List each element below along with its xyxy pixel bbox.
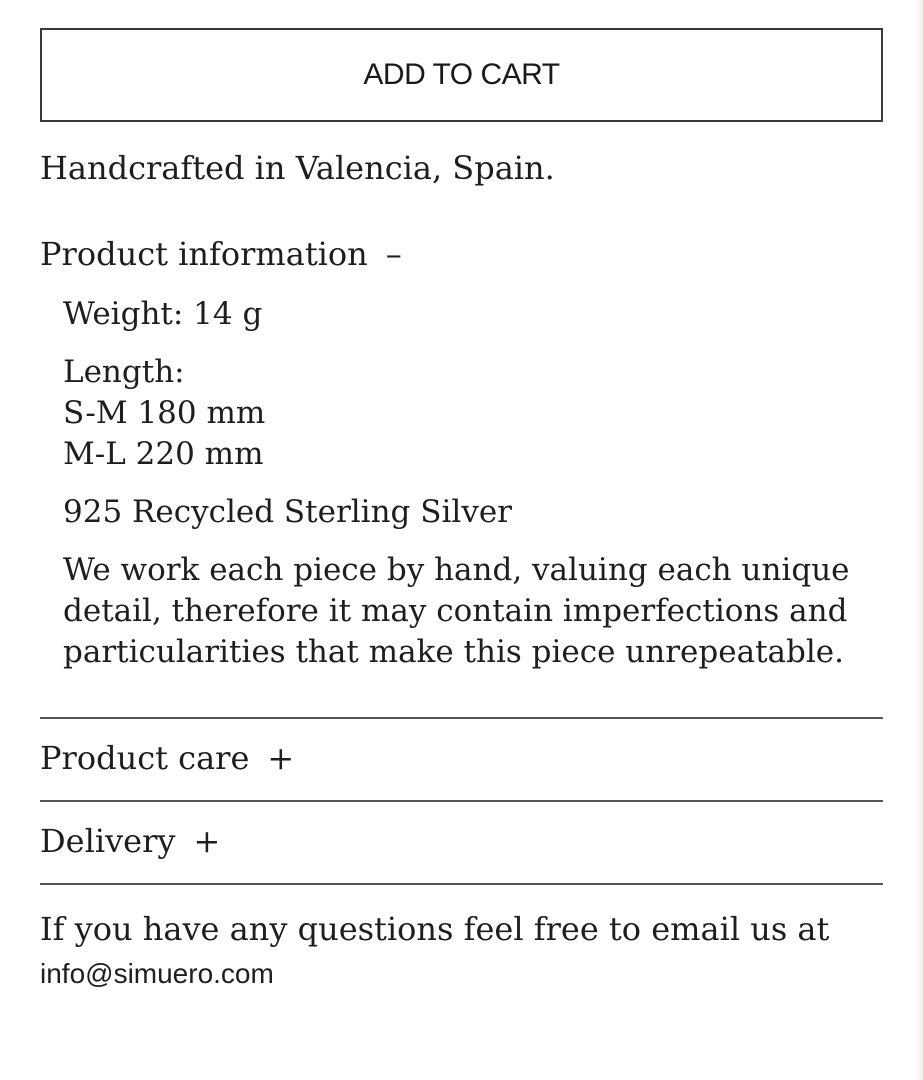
product-care-title: Product care (40, 739, 250, 777)
description-text: We work each piece by hand, valuing each unique detail, therefore it may contain imperfections and particularities that make this piece unrepeatable. (63, 552, 850, 670)
product-care-toggle[interactable] (40, 719, 883, 800)
add-to-cart-button[interactable] (40, 28, 883, 122)
length-label: Length: (63, 354, 185, 390)
expand-icon: + (267, 739, 295, 777)
expand-icon: + (193, 822, 221, 860)
product-origin-text: Handcrafted in Valencia, Spain. (40, 149, 555, 187)
product-details-section (40, 28, 883, 991)
add-to-cart-label: ADD TO CART (363, 58, 560, 91)
product-information-title: Product information (40, 235, 368, 273)
page-edge-shadow (915, 0, 923, 1080)
material-text: 925 Recycled Sterling Silver (63, 494, 513, 530)
product-information-toggle[interactable] (40, 234, 883, 274)
delivery-toggle[interactable] (40, 802, 883, 883)
delivery-title: Delivery (40, 822, 176, 860)
length-ml-text: M-L 220 mm (63, 436, 264, 472)
divider (40, 883, 883, 885)
weight-text: Weight: 14 g (63, 296, 263, 332)
contact-email-link[interactable]: info@simuero.com (40, 958, 274, 989)
length-sm-text: S-M 180 mm (63, 395, 266, 431)
collapse-icon: – (385, 235, 402, 273)
product-information-panel (63, 294, 873, 673)
contact-text: If you have any questions feel free to email us at (40, 910, 830, 948)
